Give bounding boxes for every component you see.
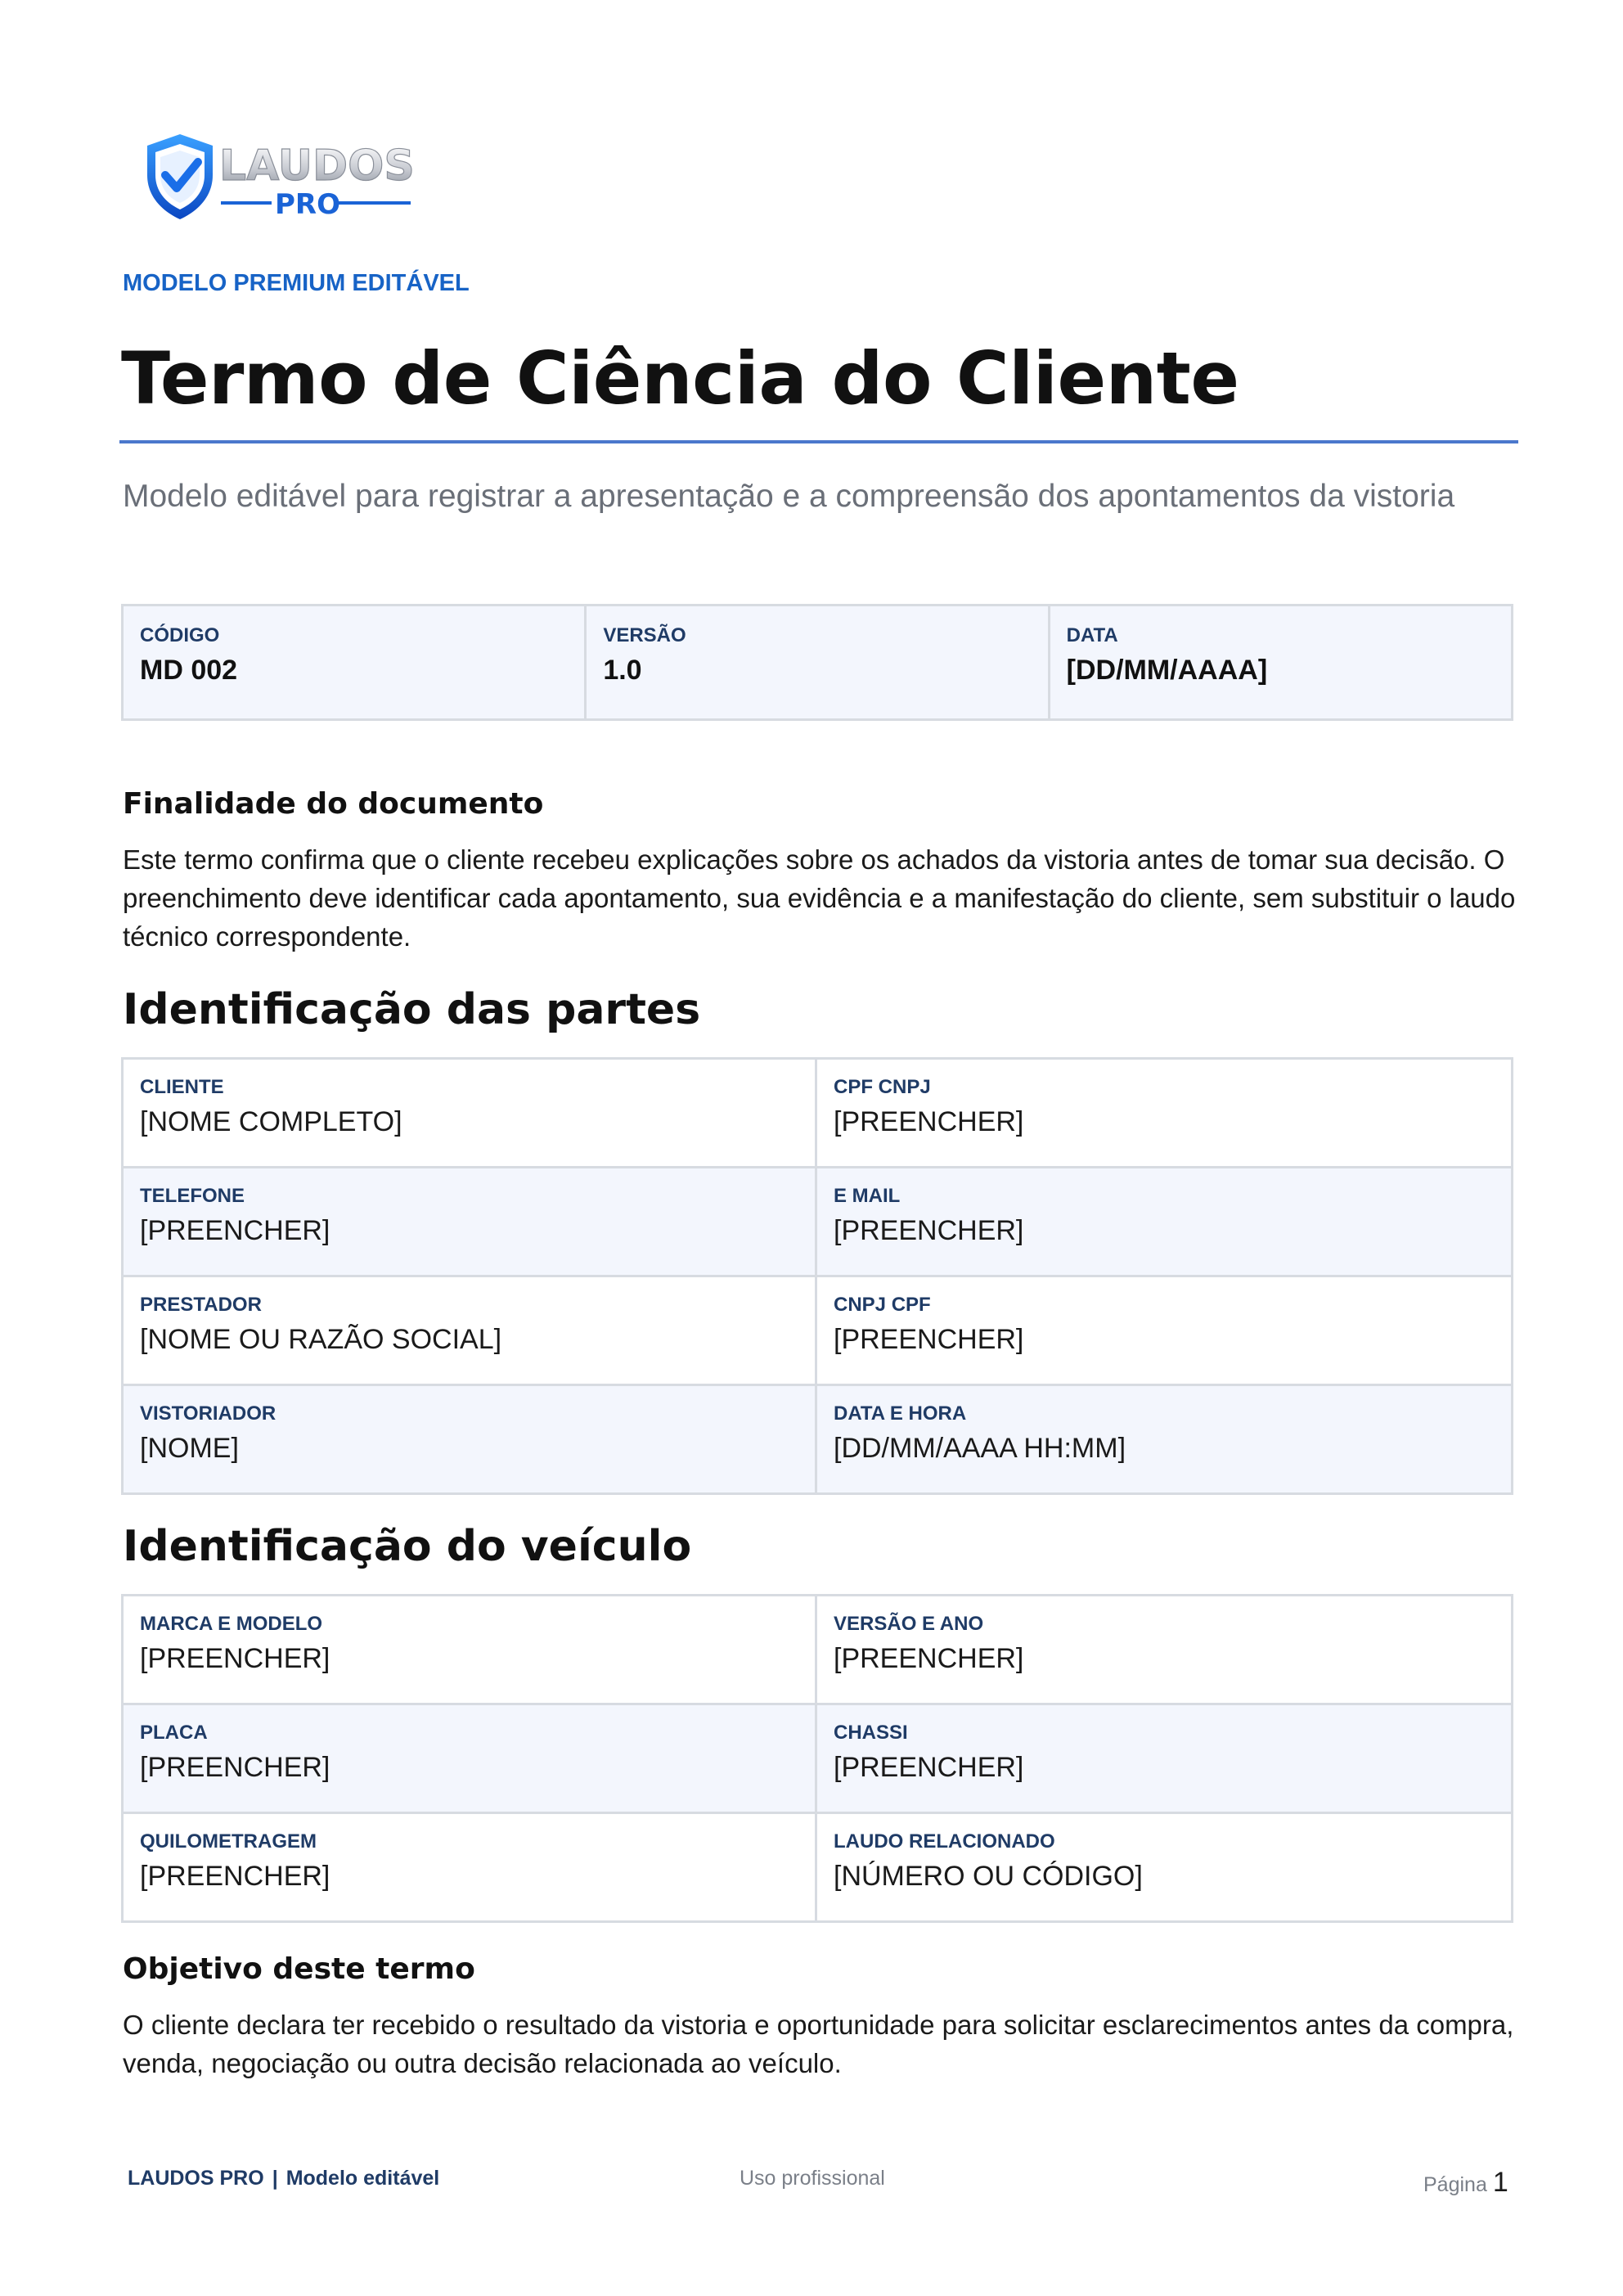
meta-value: MD 002	[140, 655, 238, 686]
document-title: Termo de Ciência do Cliente	[121, 336, 1239, 421]
veiculo-table	[121, 1594, 1513, 1923]
document-subtitle: Modelo editável para registrar a apresentação e a compreensão dos apontamentos da vistoria	[123, 479, 1455, 514]
title-divider	[119, 440, 1518, 443]
meta-value: 1.0	[603, 655, 642, 686]
field-label: VERSÃO E ANO	[834, 1613, 984, 1635]
table-row	[123, 1596, 1513, 1704]
field-label: TELEFONE	[140, 1185, 245, 1207]
field-value[interactable]: [PREENCHER]	[140, 1215, 330, 1246]
meta-label: DATA	[1066, 624, 1118, 646]
table-row	[123, 1276, 1513, 1385]
field-cell[interactable]	[123, 1596, 816, 1704]
footer-model: Modelo editável	[285, 2167, 440, 2190]
table-row	[123, 1704, 1513, 1813]
footer-brand	[128, 2167, 439, 2190]
field-label: E MAIL	[834, 1185, 901, 1207]
field-value[interactable]: [PREENCHER]	[140, 1643, 330, 1674]
field-label: LAUDO RELACIONADO	[834, 1830, 1055, 1853]
meta-cell-date	[1049, 606, 1512, 720]
table-row	[123, 1385, 1513, 1494]
field-label: PRESTADOR	[140, 1294, 262, 1316]
footer-page-label: Página	[1423, 2173, 1487, 2196]
logo-wordmark: LAUDOS	[219, 142, 415, 191]
laudos-pro-logo	[141, 129, 419, 227]
footer-center-text: Uso profissional	[740, 2167, 885, 2190]
meta-cell-code	[123, 606, 586, 720]
field-value[interactable]: [DD/MM/AAAA HH:MM]	[834, 1433, 1126, 1464]
field-cell[interactable]	[816, 1813, 1513, 1922]
field-cell[interactable]	[816, 1385, 1513, 1494]
field-value[interactable]: [PREENCHER]	[834, 1643, 1024, 1674]
field-label: VISTORIADOR	[140, 1402, 276, 1425]
field-cell[interactable]	[123, 1059, 816, 1168]
field-value[interactable]: [PREENCHER]	[140, 1861, 330, 1892]
field-value[interactable]: [PREENCHER]	[834, 1752, 1024, 1783]
field-label: CLIENTE	[140, 1076, 224, 1098]
footer-separator: |	[272, 2167, 278, 2190]
field-value[interactable]: [PREENCHER]	[834, 1215, 1024, 1246]
field-value[interactable]: [NÚMERO OU CÓDIGO]	[834, 1861, 1143, 1892]
meta-table	[121, 604, 1513, 721]
meta-label: VERSÃO	[603, 624, 686, 646]
section-heading-veiculo: Identificação do veículo	[123, 1522, 692, 1571]
footer-page-number: 1	[1492, 2167, 1508, 2198]
logo-subtext: PRO	[275, 188, 341, 221]
section-heading-finalidade: Finalidade do documento	[123, 787, 544, 821]
section-heading-objetivo: Objetivo deste termo	[123, 1952, 475, 1986]
partes-table	[121, 1057, 1513, 1495]
field-cell[interactable]	[816, 1059, 1513, 1168]
field-label: PLACA	[140, 1722, 208, 1744]
table-row	[123, 1168, 1513, 1276]
field-label: MARCA E MODELO	[140, 1613, 323, 1635]
field-cell[interactable]	[123, 1704, 816, 1813]
meta-label: CÓDIGO	[140, 624, 220, 646]
field-cell[interactable]	[123, 1385, 816, 1494]
meta-value: [DD/MM/AAAA]	[1066, 655, 1268, 686]
field-value[interactable]: [NOME COMPLETO]	[140, 1106, 402, 1137]
shield-check-icon	[147, 134, 213, 219]
finalidade-paragraph: Este termo confirma que o cliente recebeu explicações sobre os achados da vistoria antes de tomar sua decisão. O preenchimento deve identificar cada apontamento, sua evidência e a manifestação do cliente, sem substituir o laudo técnico correspondente.	[123, 844, 1516, 952]
field-value[interactable]: [NOME OU RAZÃO SOCIAL]	[140, 1324, 502, 1355]
eyebrow-label: MODELO PREMIUM EDITÁVEL	[123, 270, 470, 296]
field-label: CHASSI	[834, 1722, 908, 1744]
objetivo-paragraph: O cliente declara ter recebido o resultado da vistoria e oportunidade para solicitar esclarecimentos antes da compra, venda, negociação ou outra decisão relacionada ao veículo.	[123, 2010, 1514, 2078]
field-label: QUILOMETRAGEM	[140, 1830, 317, 1853]
field-value[interactable]: [NOME]	[140, 1433, 239, 1464]
section-heading-partes: Identificação das partes	[123, 985, 701, 1034]
table-row	[123, 1813, 1513, 1922]
field-value[interactable]: [PREENCHER]	[834, 1106, 1024, 1137]
footer-brand-name: LAUDOS PRO	[128, 2167, 264, 2190]
table-row	[123, 1059, 1513, 1168]
field-cell[interactable]	[816, 1168, 1513, 1276]
field-cell[interactable]	[816, 1704, 1513, 1813]
field-cell[interactable]	[816, 1596, 1513, 1704]
field-value[interactable]: [PREENCHER]	[834, 1324, 1024, 1355]
footer-page	[1423, 2167, 1508, 2199]
field-cell[interactable]	[123, 1168, 816, 1276]
meta-cell-version	[586, 606, 1049, 720]
field-cell[interactable]	[816, 1276, 1513, 1385]
field-cell[interactable]	[123, 1813, 816, 1922]
field-label: DATA E HORA	[834, 1402, 967, 1425]
field-label: CPF CNPJ	[834, 1076, 931, 1098]
field-label: CNPJ CPF	[834, 1294, 931, 1316]
field-cell[interactable]	[123, 1276, 816, 1385]
field-value[interactable]: [PREENCHER]	[140, 1752, 330, 1783]
